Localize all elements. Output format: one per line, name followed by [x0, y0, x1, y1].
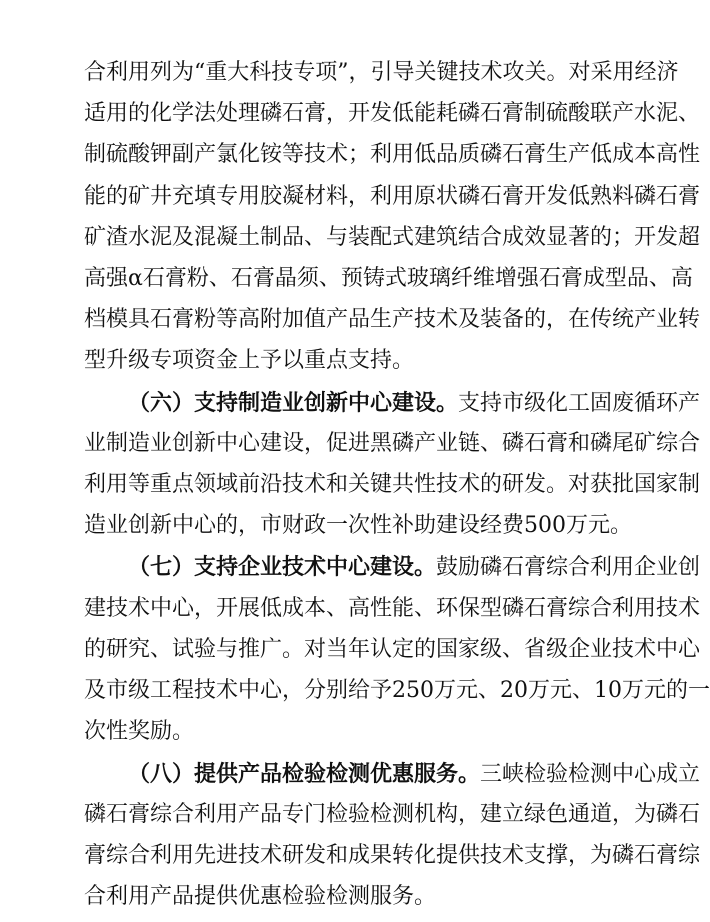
section-8-text: 三峡检验检测中心成立 — [480, 762, 701, 787]
body-line: 高强α石膏粉、石膏晶须、预铸式玻璃纤维增强石膏成型品、高 — [84, 266, 693, 291]
section-8-first-line — [84, 757, 701, 791]
body-line: 磷石膏综合利用产品专门检验检测机构，建立绿色通道，为磷石 — [84, 802, 701, 827]
body-line: 档模具石膏粉等高附加值产品生产技术及装备的，在传统产业转 — [84, 307, 701, 332]
body-line: 能的矿井充填专用胶凝材料，利用原状磷石膏开发低熟料磷石膏 — [84, 184, 701, 209]
section-7-heading: （七）支持企业技术中心建设。 — [128, 554, 437, 580]
body-line: 合利用列为“重大科技专项”，引导关键技术攻关。对采用经济 — [84, 60, 679, 85]
body-line: 膏综合利用先进技术研发和成果转化提供技术支撑，为磷石膏综 — [84, 843, 701, 868]
body-line: 的研究、试验与推广。对当年认定的国家级、省级企业技术中心 — [84, 637, 701, 662]
body-line: 合利用产品提供优惠检验检测服务。 — [84, 884, 437, 909]
body-line: 业制造业创新中心建设，促进黑磷产业链、磷石膏和磷尾矿综合 — [84, 431, 701, 456]
body-line: 型升级专项资金上予以重点支持。 — [84, 348, 415, 373]
section-7-text: 鼓励磷石膏综合利用企业创 — [436, 555, 701, 580]
body-line: 矿渣水泥及混凝土制品、与装配式建筑结合成效显著的；开发超 — [84, 225, 701, 250]
section-6-heading: （六）支持制造业创新中心建设。 — [128, 390, 459, 416]
section-6-text: 支持市级化工固废循环产 — [458, 391, 701, 416]
body-line: 造业创新中心的，市财政一次性补助建设经费500万元。 — [84, 513, 632, 538]
section-7-first-line — [84, 550, 701, 584]
body-line: 利用等重点领域前沿技术和关键共性技术的研发。对获批国家制 — [84, 472, 701, 497]
body-line: 次性奖励。 — [84, 719, 195, 744]
section-8-heading: （八）提供产品检验检测优惠服务。 — [128, 761, 481, 787]
body-line: 制硫酸钾副产氯化铵等技术；利用低品质磷石膏生产低成本高性 — [84, 142, 701, 167]
body-line: 适用的化学法处理磷石膏，开发低能耗磷石膏制硫酸联产水泥、 — [84, 101, 701, 126]
body-line: 及市级工程技术中心，分别给予250万元、20万元、10万元的一 — [84, 678, 710, 703]
body-line: 建技术中心，开展低成本、高性能、环保型磷石膏综合利用技术 — [84, 596, 701, 621]
section-6-first-line — [84, 386, 701, 420]
